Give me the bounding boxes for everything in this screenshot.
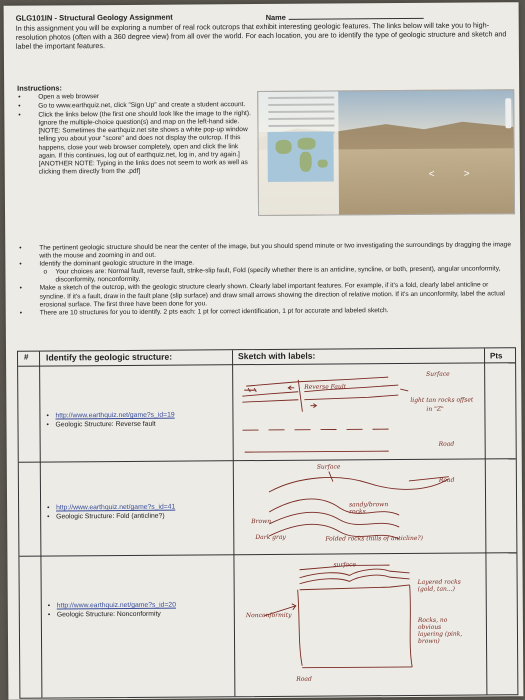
outcrop-link-19[interactable]: http://www.earthquiz.net/game?s_id=19 xyxy=(55,411,175,420)
list-item: • There are 10 structures for you to identify. 2 pts each: 1 pt for correct identification, 1 pt for accurate and labeled sketch. xyxy=(16,306,514,318)
instructions-list xyxy=(14,92,255,178)
column-header-points: Pts xyxy=(490,351,503,361)
list-item: • Make a sketch of the outcrop, with the geologic structure clearly shown. Clearly label important features. For example, if it's a fold, clearly label anticline or syncline. If it's a fault, draw in the fault plane (slip surface) and draw small arrows showing the direction of relative motion. If it's an unconformity, label the actual erosional surface. The first three have been done for you. xyxy=(16,282,514,310)
zoom-control-icon xyxy=(505,98,511,128)
structure-answer: Fold (anticline?) xyxy=(116,512,165,521)
list-item: • Open a web browser xyxy=(14,92,254,102)
sketch-label-road: Road xyxy=(296,675,312,683)
table-row: • http://www.earthquiz.net/game?s_id=41 • Geologic Structure: Fold (anticline?) xyxy=(47,503,175,522)
sketch-label-layered: Layered rocks (gold, tan...) xyxy=(417,578,461,593)
sketch-label-fault: Reverse Fault xyxy=(304,383,347,391)
structure-answer: Reverse fault xyxy=(115,420,156,429)
sketch-label-note: light tan rocks offset xyxy=(410,396,474,404)
sketch-label-note2: in "Z" xyxy=(426,405,444,413)
sketch-label-surface: Surface xyxy=(426,370,450,378)
list-item: • Identify the dominant geologic structure in the image. xyxy=(15,257,513,269)
list-item: • Click the links below (the first one should look like the image to the right). Ignore the multiple-choice question(s) and map on the left-hand side. [NOTE: Sometimes the earthquiz.net site shows a white pop-up window telling you about your "score" and does not display the outcrop. If this happens, close your web browser completely, open and click the link again. If this continues, log out of earthquiz.net, log in, and try again.] [ANOTHER NOTE: Typing in the links does not seem to work as well as clicking them directly from the .pdf] xyxy=(14,110,254,176)
header-block xyxy=(16,10,511,50)
instructions-heading: Instructions: xyxy=(17,83,62,93)
name-label: Name xyxy=(265,12,286,22)
sketch-label-road: Road xyxy=(438,476,455,484)
outcrop-link-20[interactable]: http://www.earthquiz.net/game?s_id=20 xyxy=(56,601,177,610)
structures-table xyxy=(17,347,518,698)
sketch-label-folded: Folded rocks (hills of anticline?) xyxy=(325,534,423,543)
assignment-title: GLG101IN - Structural Geology Assignment xyxy=(15,12,173,23)
list-item: • The pertinent geologic structure should be near the center of the image, but you should spend minute or two investigating the surroundings by dragging the image with the mouse and zooming in and out. xyxy=(15,241,513,261)
name-field xyxy=(266,11,424,22)
table-row: • http://www.earthquiz.net/game?s_id=20 • Geologic Structure: Nonconformity xyxy=(48,601,176,620)
sketch-label-dark-gray: Dark gray xyxy=(255,533,286,542)
sketch-label-surface: Surface xyxy=(316,463,341,471)
arrow-right-icon: > xyxy=(463,168,470,180)
list-item: • Go to www.earthquiz.net, click "Sign Up" and create a student account. xyxy=(14,101,254,111)
sketch-label-road: Road xyxy=(438,440,455,448)
sketch-label-brown: Brown xyxy=(251,517,272,526)
sketch-label-nonconformity: Nonconformity xyxy=(245,611,292,620)
world-map-thumbnail xyxy=(267,132,333,182)
column-header-identify: Identify the geologic structure: xyxy=(46,351,173,363)
table-row: • http://www.earthquiz.net/game?s_id=19 • Geologic Structure: Reverse fault xyxy=(46,411,174,430)
sketch-label-rocks: Rocks, no obvious layering (pink, brown) xyxy=(417,616,463,645)
sketch-label-sandy: sandy/brown rocks xyxy=(349,501,389,516)
sketch-label-surface: surface xyxy=(333,561,357,569)
column-header-sketch: Sketch with labels: xyxy=(238,350,316,362)
list-subitem: o Your choices are: Normal fault, reverse fault, strike-slip fault, Fold (specify whether there is an anticline, syncline, or both, present), angular unconformity, disconformity, nonconformity. xyxy=(15,266,513,286)
name-blank xyxy=(289,11,424,20)
arrow-left-icon: < xyxy=(428,168,435,180)
outcrop-link-41[interactable]: http://www.earthquiz.net/game?s_id=41 xyxy=(56,503,176,512)
instructions-list-continued xyxy=(15,241,513,317)
example-outcrop-photo xyxy=(257,89,515,216)
structure-answer: Nonconformity xyxy=(116,610,161,619)
column-header-number: # xyxy=(24,352,29,362)
intro-text: In this assignment you will be exploring a number of real rock outcrops that exhibit interesting geologic features. The links below will take you to high-resolution photos (often with a 360 degree view) from all over the world. For each location, you are to identify the type of geologic structure and sketch and label the important features. xyxy=(15,20,507,51)
assignment-sheet xyxy=(4,2,524,700)
